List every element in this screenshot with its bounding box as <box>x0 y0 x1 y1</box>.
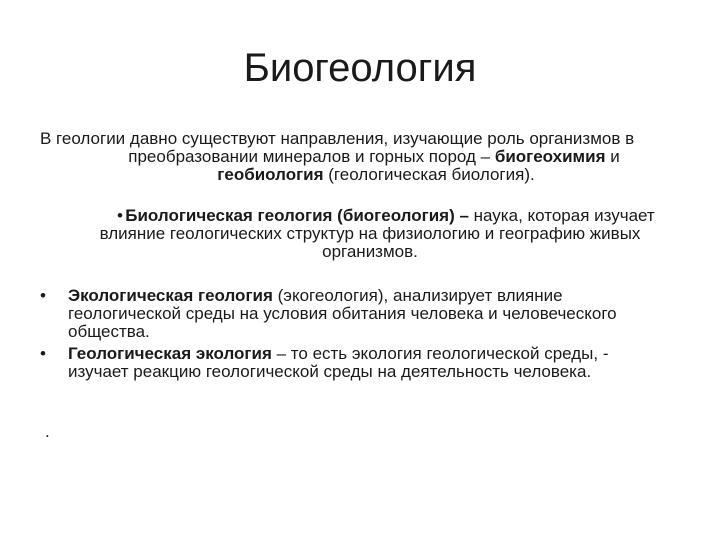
intro-line-3-tail: (геологическая биология). <box>323 165 535 184</box>
intro-line-2 <box>40 148 700 166</box>
ecogeology-text: (экогеология), анализирует влияние геологической среды на условия обитания человека и человеческого общества. <box>68 286 617 341</box>
term-biogeochemistry: биогеохимия <box>494 147 606 166</box>
term-geoecology: Геологическая экология <box>68 344 272 363</box>
bullet-geoecology-marker: • <box>40 344 46 363</box>
intro-line-3 <box>40 166 700 184</box>
term-ecogeology: Экологическая геология <box>68 286 273 305</box>
trailing-dot: . <box>45 422 50 441</box>
biogeology-text: наука, которая изучает влияние геологических структур на физиологию и географию живых организмов. <box>99 206 655 261</box>
slide-title <box>0 44 720 92</box>
term-geobiology: геобиология <box>217 165 324 184</box>
ecogeology-item <box>68 287 668 341</box>
intro-paragraph <box>40 130 700 184</box>
slide-title-text: Биогеология <box>243 46 477 90</box>
biogeology-item <box>62 207 678 261</box>
geoecology-text: – то есть экология геологической среды, - изучает реакцию геологической среды на деятельность человека. <box>68 344 609 381</box>
intro-line-2-tail: и <box>605 147 620 166</box>
geoecology-item <box>68 345 668 381</box>
intro-line-2-text: преобразовании минералов и горных пород – <box>128 147 495 166</box>
term-biogeology: Биологическая геология (биогеология) – <box>125 206 474 225</box>
bullet-ecogeology-marker: • <box>40 286 46 305</box>
intro-line-1: В геологии давно существуют направления, изучающие роль организмов в <box>40 129 635 148</box>
bullet-biogeology-marker: • <box>117 206 123 225</box>
